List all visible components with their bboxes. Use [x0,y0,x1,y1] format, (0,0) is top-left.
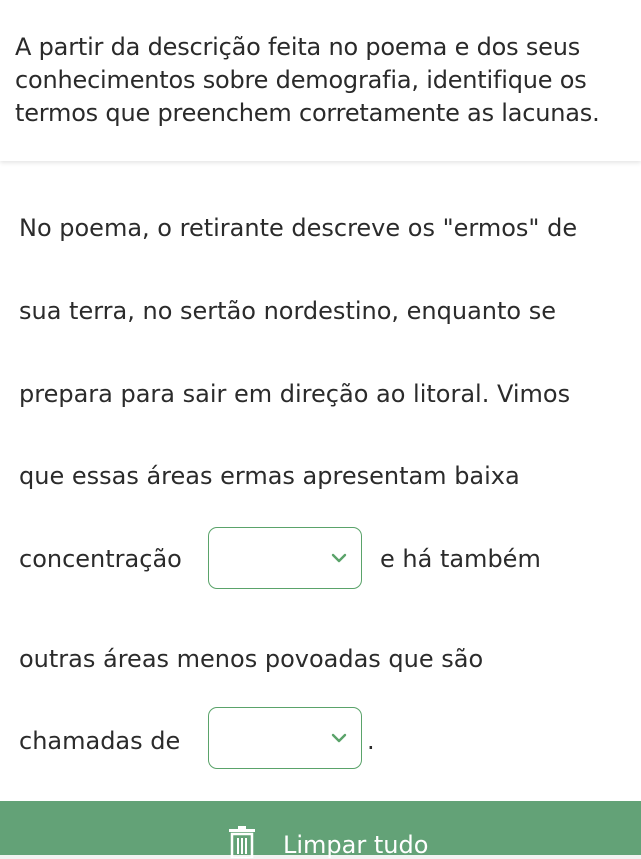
chevron-down-icon [331,733,347,743]
blank-2-dropdown[interactable] [208,707,362,769]
passage-line-7-before: chamadas de [19,727,181,755]
blank-1-dropdown[interactable] [208,527,362,589]
clear-all-label: Limpar tudo [283,831,429,859]
passage-area [0,161,641,801]
prompt-line-3: termos que preenchem corretamente as lacunas. [15,99,600,127]
clear-all-button[interactable] [0,801,641,859]
passage-line-2: sua terra, no sertão nordestino, enquanto se [19,297,556,325]
prompt-line-1: A partir da descrição feita no poema e dos seus [15,33,581,61]
passage-line-6: outras áreas menos povoadas que são [19,645,484,673]
passage-line-7-after: . [367,727,375,755]
trash-icon [226,826,258,858]
passage-line-5-before: concentração [19,545,182,573]
prompt-line-2: conhecimentos sobre demografia, identifique os [15,66,587,94]
passage-line-4: que essas áreas ermas apresentam baixa [19,462,520,490]
chevron-down-icon [331,553,347,563]
passage-line-3: prepara para sair em direção ao litoral. Vimos [19,380,571,408]
prompt-text [15,31,635,130]
question-prompt [0,0,641,161]
passage-line-5-after: e há também [380,545,541,573]
passage-line-1: No poema, o retirante descreve os "ermos" de [19,214,578,242]
